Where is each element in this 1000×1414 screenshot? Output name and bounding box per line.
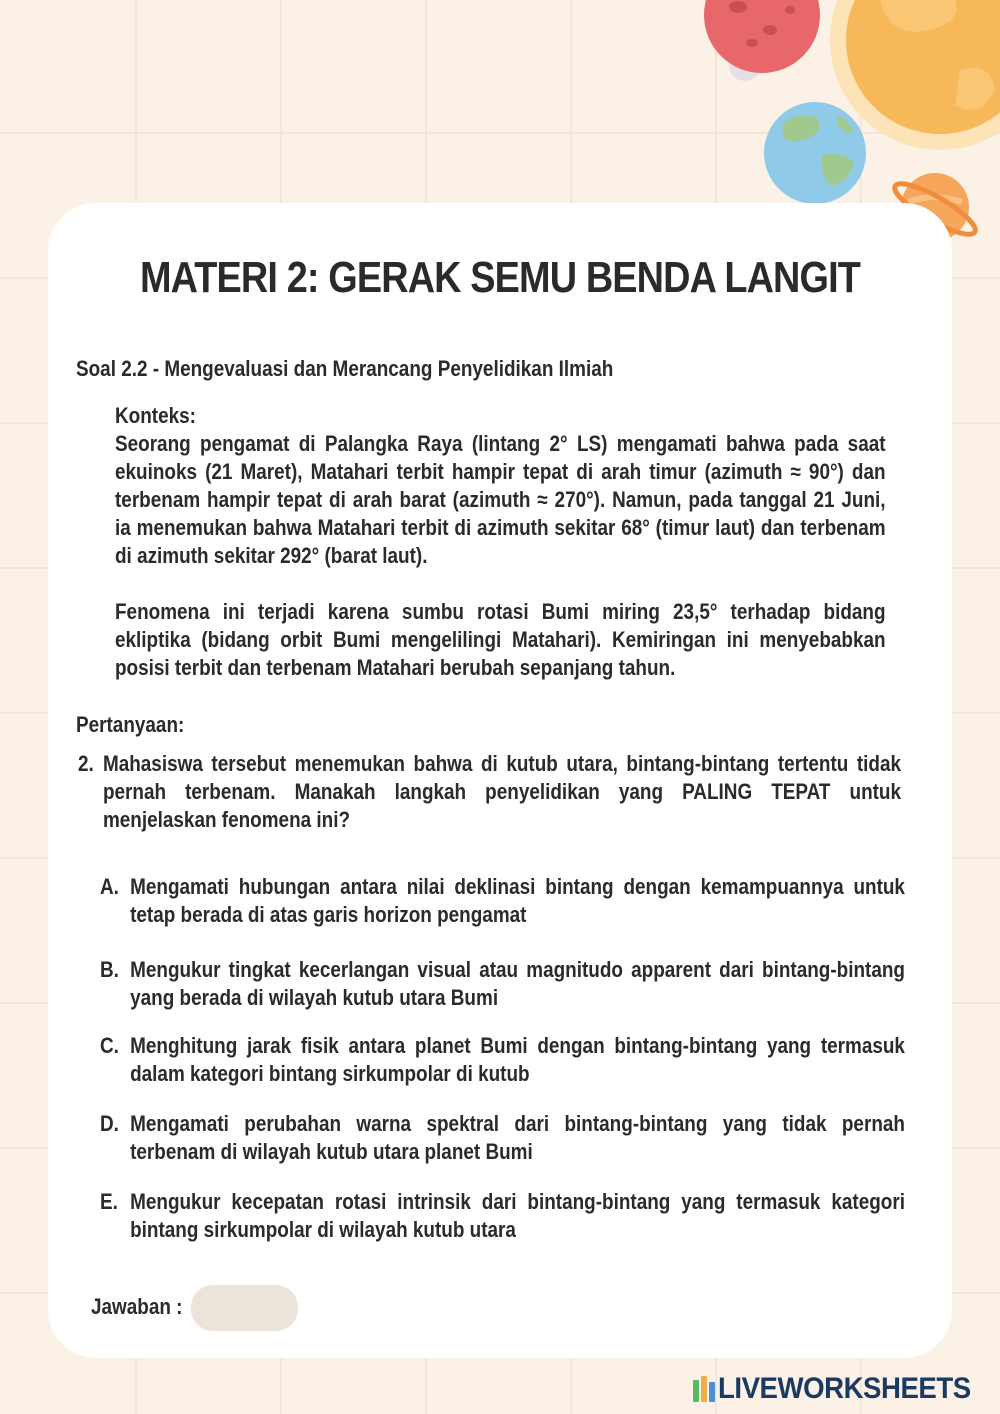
option-letter: A. bbox=[100, 874, 119, 899]
option-text: Mengamati hubungan antara nilai deklinasi bintang dengan kemampuannya untuk tetap berada di atas garis horizon pengamat bbox=[130, 874, 905, 927]
option-letter: E. bbox=[100, 1189, 118, 1214]
option-d bbox=[100, 1110, 905, 1166]
soal-heading: Soal 2.2 - Mengevaluasi dan Merancang Penyelidikan Ilmiah bbox=[76, 356, 614, 381]
option-text: Menghitung jarak fisik antara planet Bumi dengan bintang-bintang yang termasuk dalam kategori bintang sirkumpolar di kutub bbox=[130, 1033, 905, 1086]
option-b bbox=[100, 956, 905, 1012]
page-title: MATERI 2: GERAK SEMU BENDA LANGIT bbox=[139, 253, 861, 302]
option-c bbox=[100, 1032, 905, 1088]
option-text: Mengukur tingkat kecerlangan visual atau magnitudo apparent dari bintang-bintang yang berada di wilayah kutub utara Bumi bbox=[130, 957, 905, 1010]
answer-input[interactable] bbox=[191, 1285, 298, 1331]
konteks-section bbox=[115, 402, 886, 682]
jawaban-label: Jawaban : bbox=[91, 1294, 183, 1319]
option-letter: B. bbox=[100, 957, 119, 982]
option-e bbox=[100, 1188, 905, 1244]
liveworksheets-brand bbox=[693, 1373, 993, 1405]
question-2 bbox=[78, 750, 901, 834]
option-letter: D. bbox=[100, 1111, 119, 1136]
konteks-paragraph-2: Fenomena ini terjadi karena sumbu rotasi Bumi miring 23,5° terhadap bidang ekliptika (bidang orbit Bumi mengelilingi Matahari). Kemiringan ini menyebabkan posisi terbit dan terbenam Matahari berubah sepanjang tahun. bbox=[115, 599, 886, 680]
konteks-label: Konteks: bbox=[115, 403, 196, 428]
question-number: 2. bbox=[78, 751, 94, 776]
option-text: Mengukur kecepatan rotasi intrinsik dari bintang-bintang yang termasuk kategori bintang sirkumpolar di wilayah kutub utara bbox=[130, 1189, 905, 1242]
option-a bbox=[100, 873, 905, 929]
earth-icon bbox=[762, 100, 868, 206]
konteks-paragraph-1: Seorang pengamat di Palangka Raya (lintang 2° LS) mengamati bahwa pada saat ekuinoks (21 Maret), Matahari terbit hampir tepat di arah timur (azimuth ≈ 90°) dan terbenam hampir tepat di arah barat (azimuth ≈ 270°). Namun, pada tanggal 21 Juni, ia menemukan bahwa Matahari terbit di azimuth sekitar 68° (timur laut) dan terbenam di azimuth sekitar 292° (barat laut). bbox=[115, 431, 886, 568]
red-planet-icon bbox=[700, 0, 825, 85]
option-letter: C. bbox=[100, 1033, 119, 1058]
brand-name: LIVEWORKSHEETS bbox=[718, 1372, 971, 1405]
question-text: Mahasiswa tersebut menemukan bahwa di kutub utara, bintang-bintang tertentu tidak pernah terbenam. Manakah langkah penyelidikan yang PALING TEPAT untuk menjelaskan fenomena ini? bbox=[102, 751, 902, 832]
option-text: Mengamati perubahan warna spektral dari bintang-bintang yang tidak pernah terbenam di wilayah kutub utara planet Bumi bbox=[130, 1111, 905, 1164]
pertanyaan-label: Pertanyaan: bbox=[76, 712, 185, 737]
liveworksheets-logo-icon bbox=[693, 1376, 715, 1402]
